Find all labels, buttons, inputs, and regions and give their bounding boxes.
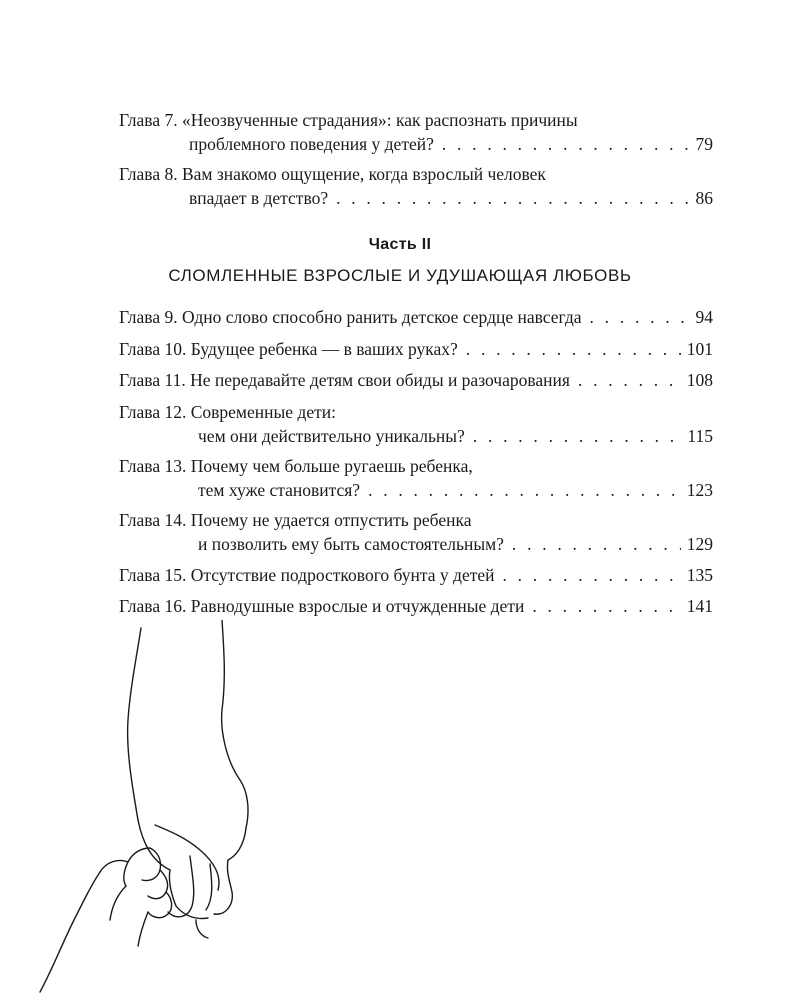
dot-leader [466,337,681,361]
toc-entry-chapter-9[interactable] [119,305,713,329]
part-label: Часть II [368,236,432,253]
dot-leader [442,132,690,156]
page-number: 129 [686,534,713,554]
toc-entry-chapter-10[interactable] [119,337,713,361]
toc-entry-chapter-14[interactable] [119,508,713,556]
chapter-number: Глава 15. [119,565,187,585]
chapter-title-line2: тем хуже становится? [198,480,361,500]
chapter-title-line1: Почему не удается отпустить ребенка [190,510,472,530]
dot-leader [473,424,682,448]
page-number: 108 [686,370,713,390]
toc-entry-chapter-12[interactable] [119,400,713,448]
toc-entry-chapter-13[interactable] [119,454,713,502]
chapter-title-line1: Современные дети: [190,402,336,422]
page-number: 141 [686,596,713,616]
chapter-title-line2: чем они действительно уникальны? [198,426,465,446]
dot-leader [368,478,681,502]
dot-leader [532,594,680,618]
dot-leader [336,186,689,210]
toc-entry-chapter-16[interactable] [119,594,713,618]
page-number: 79 [695,134,713,154]
chapter-title-line2: впадает в детство? [189,188,329,208]
toc-entry-chapter-7[interactable] [119,108,713,156]
chapter-title-line1: Вам знакомо ощущение, когда взрослый человек [181,164,546,184]
chapter-number: Глава 8. [119,164,178,184]
page-number: 101 [686,339,713,359]
part-title: СЛОМЛЕННЫЕ ВЗРОСЛЫЕ И УДУШАЮЩАЯ ЛЮБОВЬ [168,266,632,285]
chapter-number: Глава 16. [119,596,187,616]
chapter-number: Глава 13. [119,456,187,476]
chapter-title-line2: проблемного поведения у детей? [189,134,434,154]
dot-leader [512,532,681,556]
chapter-title: Отсутствие подросткового бунта у детей [190,565,495,585]
chapter-title: Будущее ребенка — в ваших руках? [190,339,458,359]
toc-entry-chapter-15[interactable] [119,563,713,587]
holding-hands-line-art-icon [0,620,400,1000]
dot-leader [503,563,681,587]
chapter-number: Глава 12. [119,402,187,422]
chapter-title-line1: «Неозвученные страдания»: как распознать причины [181,110,578,130]
chapter-title-line1: Почему чем больше ругаешь ребенка, [190,456,473,476]
chapter-number: Глава 9. [119,307,178,327]
chapter-title: Одно слово способно ранить детское сердце навсегда [181,307,582,327]
page-number: 123 [686,480,713,500]
toc-entry-chapter-8[interactable] [119,162,713,210]
page-number: 115 [687,426,713,446]
chapter-number: Глава 11. [119,370,186,390]
chapter-title: Не передавайте детям свои обиды и разочарования [190,370,570,390]
chapter-number: Глава 10. [119,339,187,359]
chapter-title-line2: и позволить ему быть самостоятельным? [198,534,504,554]
chapter-number: Глава 14. [119,510,187,530]
page-number: 135 [686,565,713,585]
page-number: 86 [695,188,713,208]
toc-entry-chapter-11[interactable] [119,368,713,392]
page-number: 94 [695,307,713,327]
dot-leader [578,368,681,392]
chapter-number: Глава 7. [119,110,178,130]
chapter-title: Равнодушные взрослые и отчужденные дети [190,596,525,616]
dot-leader [590,305,690,329]
